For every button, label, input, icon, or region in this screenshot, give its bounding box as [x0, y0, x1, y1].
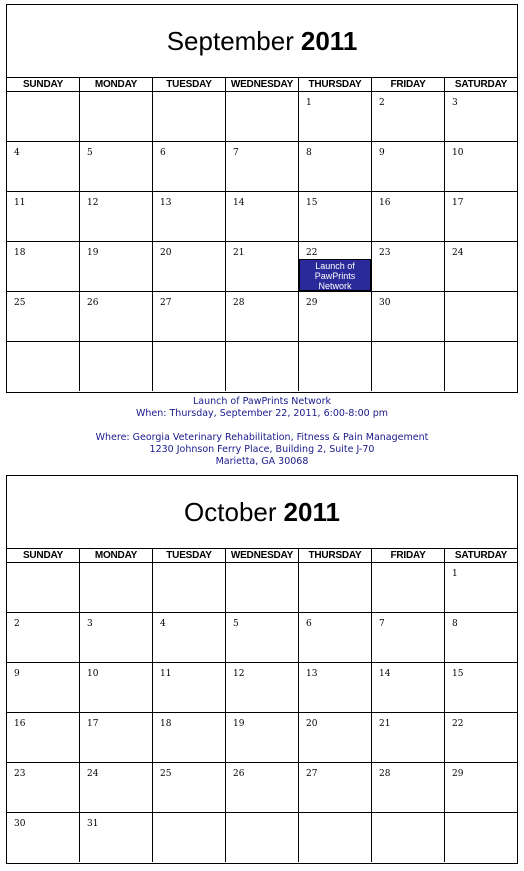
- day-number: 2: [379, 98, 385, 108]
- day-number: 6: [306, 619, 312, 629]
- day-number: 30: [379, 298, 391, 308]
- day-cell: [372, 192, 445, 242]
- day-number: 27: [160, 298, 172, 308]
- day-cell: [372, 663, 445, 713]
- day-number: 14: [233, 198, 245, 208]
- day-cell: [7, 192, 80, 242]
- day-cell: [226, 713, 299, 763]
- day-cell: [299, 713, 372, 763]
- day-cell: [80, 92, 153, 142]
- day-cell: [80, 563, 153, 613]
- day-number: 28: [379, 769, 391, 779]
- day-header: FRIDAY: [372, 549, 445, 563]
- event-when: When: Thursday, September 22, 2011, 6:00-8:00 pm: [136, 408, 388, 419]
- day-number: 4: [14, 148, 20, 158]
- day-cell: [372, 292, 445, 342]
- day-number: 22: [452, 719, 464, 729]
- day-cell: [445, 663, 517, 713]
- day-cell: [226, 563, 299, 613]
- day-cell: [372, 142, 445, 192]
- day-number: 24: [452, 248, 464, 258]
- day-cell: [153, 242, 226, 292]
- day-number: 26: [233, 769, 245, 779]
- day-number: 25: [14, 298, 26, 308]
- day-cell: [445, 292, 517, 342]
- day-header: MONDAY: [80, 78, 153, 92]
- event-details-when: [0, 396, 524, 420]
- september-calendar: [6, 4, 518, 393]
- day-number: 26: [87, 298, 99, 308]
- day-number: 27: [306, 769, 318, 779]
- day-number: 7: [233, 148, 239, 158]
- event-line: Network: [318, 281, 352, 291]
- month-name: September: [166, 25, 294, 56]
- day-cell: [299, 142, 372, 192]
- day-number: 13: [160, 198, 172, 208]
- day-cell: [7, 563, 80, 613]
- day-cell: [445, 563, 517, 613]
- day-cell: [445, 813, 517, 862]
- day-cell: [80, 242, 153, 292]
- day-cell: [153, 563, 226, 613]
- day-number: 29: [452, 769, 464, 779]
- day-cell: [7, 242, 80, 292]
- day-number: 8: [452, 619, 458, 629]
- day-number: 3: [452, 98, 458, 108]
- day-number: 31: [87, 819, 99, 829]
- day-number: 13: [306, 669, 318, 679]
- october-calendar: [6, 475, 518, 864]
- day-cell: [80, 713, 153, 763]
- day-cell: [153, 292, 226, 342]
- day-number: 5: [233, 619, 239, 629]
- day-cell: [226, 192, 299, 242]
- day-number: 1: [452, 569, 458, 579]
- day-cell: [226, 813, 299, 862]
- day-cell: [153, 342, 226, 391]
- day-cell: [372, 813, 445, 862]
- day-cell: [153, 763, 226, 813]
- day-cell: [299, 563, 372, 613]
- day-cell: [226, 663, 299, 713]
- day-number: 10: [452, 148, 464, 158]
- day-cell: [445, 142, 517, 192]
- event-where: Where: Georgia Veterinary Rehabilitation, Fitness & Pain Management: [95, 432, 429, 443]
- day-number: 23: [379, 248, 391, 258]
- day-number: 17: [452, 198, 464, 208]
- day-cell: [7, 92, 80, 142]
- day-number: 20: [160, 248, 172, 258]
- day-cell: [226, 763, 299, 813]
- day-number: 16: [379, 198, 391, 208]
- year: 2011: [300, 25, 358, 56]
- day-cell: [80, 342, 153, 391]
- day-number: 23: [14, 769, 26, 779]
- day-cell: [445, 713, 517, 763]
- day-cell: [372, 342, 445, 391]
- day-cell: [226, 92, 299, 142]
- day-cell: [299, 192, 372, 242]
- calendar-grid: [7, 78, 517, 391]
- day-number: 6: [160, 148, 166, 158]
- day-cell: [226, 242, 299, 292]
- event-line: PawPrints: [314, 271, 356, 281]
- day-cell: [299, 613, 372, 663]
- day-number: 10: [87, 669, 99, 679]
- day-number: 11: [160, 669, 172, 679]
- day-header: THURSDAY: [299, 78, 372, 92]
- day-number: 1: [306, 98, 312, 108]
- day-number: 9: [14, 669, 20, 679]
- day-cell: [80, 763, 153, 813]
- day-cell: [445, 242, 517, 292]
- day-cell: [299, 663, 372, 713]
- day-header: FRIDAY: [372, 78, 445, 92]
- day-cell: [80, 663, 153, 713]
- day-number: 21: [379, 719, 391, 729]
- day-cell: [445, 342, 517, 391]
- day-number: 17: [87, 719, 99, 729]
- day-cell: [7, 292, 80, 342]
- day-cell: [7, 713, 80, 763]
- day-header: TUESDAY: [153, 549, 226, 563]
- day-cell: [153, 813, 226, 862]
- day-number: 22: [306, 248, 318, 258]
- day-cell: [7, 763, 80, 813]
- day-header: WEDNESDAY: [226, 78, 299, 92]
- calendar-title: [7, 476, 517, 549]
- day-header: WEDNESDAY: [226, 549, 299, 563]
- event-title: Launch of PawPrints Network: [193, 396, 331, 407]
- day-number: 12: [87, 198, 99, 208]
- day-cell: [445, 763, 517, 813]
- day-number: 4: [160, 619, 166, 629]
- day-number: 30: [14, 819, 26, 829]
- day-cell: [299, 813, 372, 862]
- day-number: 7: [379, 619, 385, 629]
- day-cell: [299, 292, 372, 342]
- day-header: TUESDAY: [153, 78, 226, 92]
- day-cell: [372, 763, 445, 813]
- event-line: Launch of: [315, 261, 355, 271]
- day-cell: [7, 142, 80, 192]
- day-cell: [299, 92, 372, 142]
- event-block[interactable]: [299, 259, 371, 291]
- day-cell: [80, 813, 153, 862]
- day-number: 18: [160, 719, 172, 729]
- calendar-title: [7, 5, 517, 78]
- day-number: 14: [379, 669, 391, 679]
- day-number: 9: [379, 148, 385, 158]
- day-cell: [226, 292, 299, 342]
- day-number: 28: [233, 298, 245, 308]
- day-number: 3: [87, 619, 93, 629]
- day-number: 12: [233, 669, 245, 679]
- day-cell: [7, 663, 80, 713]
- day-cell: [80, 192, 153, 242]
- day-cell: [226, 342, 299, 391]
- day-cell: [80, 292, 153, 342]
- day-cell: [7, 813, 80, 862]
- day-cell: [445, 613, 517, 663]
- day-cell-event: [299, 242, 372, 292]
- day-number: 29: [306, 298, 318, 308]
- day-number: 15: [452, 669, 464, 679]
- day-cell: [153, 142, 226, 192]
- day-cell: [372, 92, 445, 142]
- day-number: 25: [160, 769, 172, 779]
- day-cell: [226, 142, 299, 192]
- day-cell: [372, 613, 445, 663]
- day-number: 24: [87, 769, 99, 779]
- day-cell: [153, 92, 226, 142]
- day-cell: [372, 713, 445, 763]
- day-cell: [80, 613, 153, 663]
- event-address-line1: 1230 Johnson Ferry Place, Building 2, Suite J-70: [149, 444, 375, 455]
- day-number: 5: [87, 148, 93, 158]
- day-number: 21: [233, 248, 245, 258]
- day-cell: [299, 342, 372, 391]
- day-number: 18: [14, 248, 26, 258]
- day-cell: [153, 613, 226, 663]
- day-number: 19: [87, 248, 99, 258]
- event-details-where: [0, 432, 524, 468]
- day-cell: [226, 613, 299, 663]
- day-cell: [7, 613, 80, 663]
- day-cell: [372, 242, 445, 292]
- day-header: SUNDAY: [7, 549, 80, 563]
- day-cell: [372, 563, 445, 613]
- day-cell: [7, 342, 80, 391]
- day-number: 19: [233, 719, 245, 729]
- day-number: 15: [306, 198, 318, 208]
- day-cell: [153, 192, 226, 242]
- calendar-grid: [7, 549, 517, 862]
- day-number: 20: [306, 719, 318, 729]
- day-cell: [153, 713, 226, 763]
- month-name: October: [184, 496, 277, 527]
- day-cell: [80, 142, 153, 192]
- day-number: 8: [306, 148, 312, 158]
- day-header: SATURDAY: [445, 549, 517, 563]
- day-number: 16: [14, 719, 26, 729]
- day-cell: [299, 763, 372, 813]
- year: 2011: [283, 496, 340, 527]
- day-cell: [153, 663, 226, 713]
- day-header: SUNDAY: [7, 78, 80, 92]
- event-address-line2: Marietta, GA 30068: [215, 456, 309, 467]
- day-header: SATURDAY: [445, 78, 517, 92]
- day-number: 11: [14, 198, 26, 208]
- day-cell: [445, 92, 517, 142]
- day-cell: [445, 192, 517, 242]
- day-header: THURSDAY: [299, 549, 372, 563]
- day-number: 2: [14, 619, 20, 629]
- day-header: MONDAY: [80, 549, 153, 563]
